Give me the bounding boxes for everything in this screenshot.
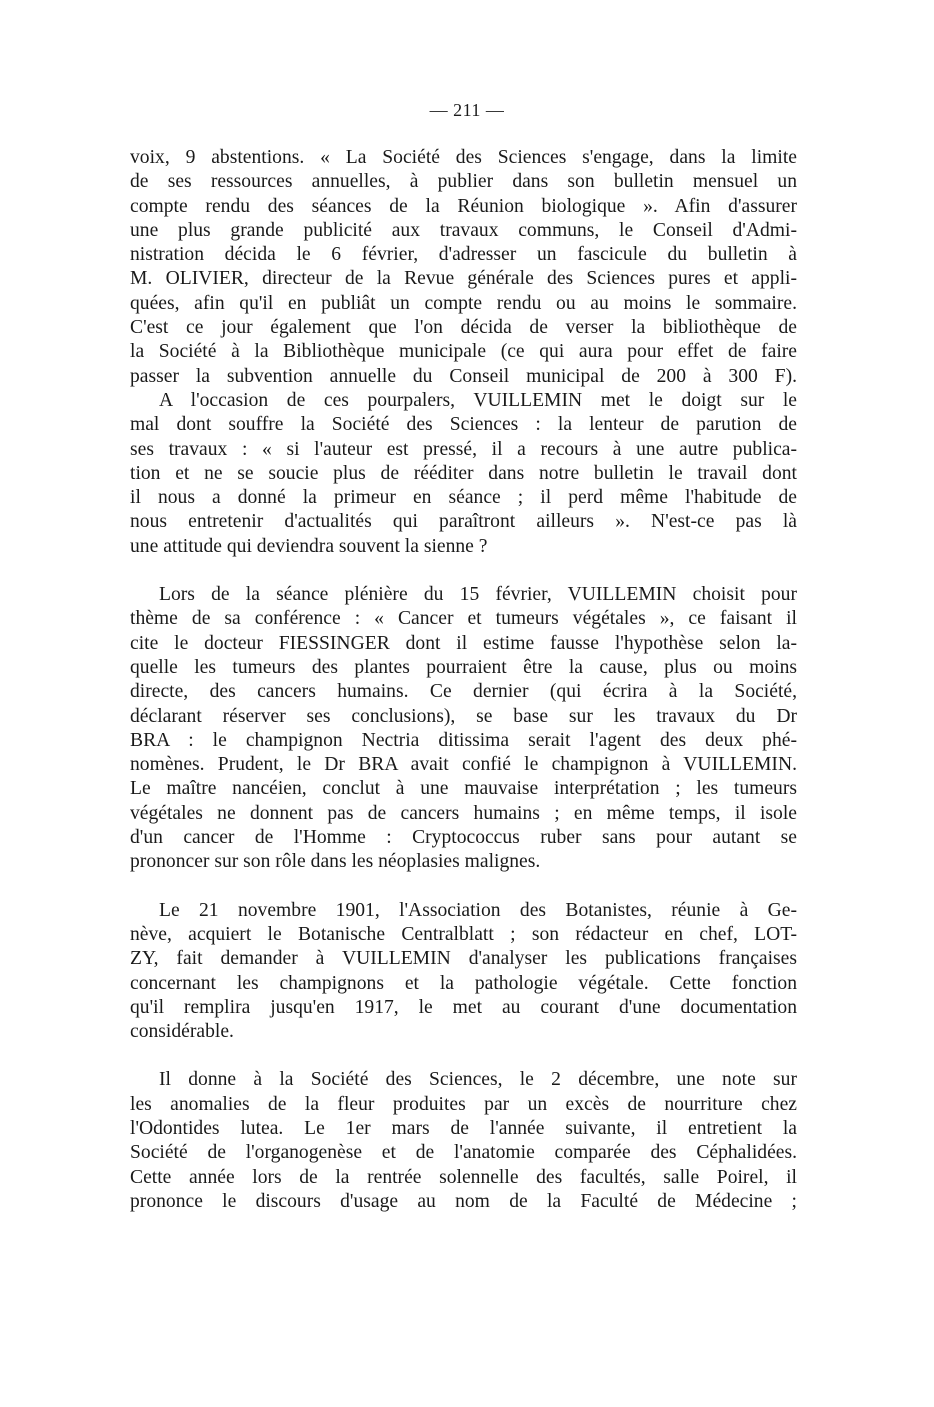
- text-line: une plus grande publicité aux travaux communs, le Conseil d'Admi-: [130, 219, 797, 241]
- text-line: mal dont souffre la Société des Sciences : la lenteur de parution de: [130, 414, 797, 436]
- text-line: quelle les tumeurs des plantes pourraient être la cause, plus ou moins: [130, 656, 797, 678]
- paragraph-5: [130, 1068, 797, 1214]
- text-line: considérable.: [130, 1021, 234, 1043]
- text-line: nève, acquiert le Botanische Centralblatt ; son rédacteur en chef, LOT-: [130, 923, 797, 945]
- text-line: l'Odontides lutea. Le 1er mars de l'année suivante, il entretient la: [130, 1117, 797, 1139]
- text-line: d'un cancer de l'Homme : Cryptococcus ruber sans pour autant se: [130, 827, 797, 849]
- text-line: il nous a donné la primeur en séance ; il perd même l'habitude de: [130, 487, 797, 509]
- text-line: voix, 9 abstentions. « La Société des Sciences s'engage, dans la limite: [130, 147, 797, 168]
- text-line: nomènes. Prudent, le Dr BRA avait confié le champignon à VUILLEMIN.: [130, 754, 797, 776]
- text-line: qu'il remplira jusqu'en 1917, le met au courant d'une documentation: [130, 996, 797, 1018]
- text-line: nistration décida le 6 février, d'adresser un fascicule du bulletin à: [130, 244, 797, 266]
- text-line: concernant les champignons et la pathologie végétale. Cette fonction: [130, 972, 797, 994]
- paragraph-1: [130, 146, 797, 389]
- text-line: thème de sa conférence : « Cancer et tumeurs végétales », ce faisant il: [130, 608, 797, 630]
- paragraph-4: [130, 899, 797, 1045]
- text-line: passer la subvention annuelle du Conseil municipal de 200 à 300 F).: [130, 365, 797, 387]
- text-line: ses travaux : « si l'auteur est pressé, il a recours à une autre publica-: [130, 438, 797, 460]
- text-line: M. OLIVIER, directeur de la Revue générale des Sciences pures et appli-: [130, 268, 797, 290]
- text-line: BRA : le champignon Nectria ditissima serait l'agent des deux phé-: [130, 729, 797, 751]
- text-line: prononcer sur son rôle dans les néoplasies malignes.: [130, 851, 541, 873]
- text-line: quées, afin qu'il en publiât un compte rendu ou au moins le sommaire.: [130, 292, 797, 314]
- text-line: prononce le discours d'usage au nom de la Faculté de Médecine ;: [130, 1190, 797, 1212]
- text-line: ZY, fait demander à VUILLEMIN d'analyser les publications françaises: [130, 948, 797, 970]
- text-line: les anomalies de la fleur produites par un excès de nourriture chez: [130, 1093, 797, 1115]
- text-line: Société de l'organogenèse et de l'anatomie comparée des Céphalidées.: [130, 1142, 797, 1164]
- text-line: nous entretenir d'actualités qui paraîtront ailleurs ». N'est-ce pas là: [130, 511, 797, 533]
- text-line: déclarant réserver ses conclusions), se base sur les travaux du Dr: [130, 705, 797, 727]
- paragraph-3: [130, 583, 797, 875]
- text-line: C'est ce jour également que l'on décida de verser la bibliothèque de: [130, 317, 797, 339]
- text-line: une attitude qui deviendra souvent la sienne ?: [130, 535, 488, 557]
- text-line: compte rendu des séances de la Réunion biologique ». Afin d'assurer: [130, 195, 797, 217]
- text-line: Le maître nancéien, conclut à une mauvaise interprétation ; les tumeurs: [130, 778, 797, 800]
- text-line: cite le docteur FIESSINGER dont il estime fausse l'hypothèse selon la-: [130, 632, 797, 654]
- text-line: Le 21 novembre 1901, l'Association des Botanistes, réunie à Ge-: [159, 899, 797, 921]
- text-line: directe, des cancers humains. Ce dernier (qui écrira à la Société,: [130, 681, 797, 703]
- text-line: tion et ne se soucie plus de rééditer dans notre bulletin le travail dont: [130, 462, 797, 484]
- text-line: Cette année lors de la rentrée solennelle des facultés, salle Poirel, il: [130, 1166, 797, 1188]
- text-line: de ses ressources annuelles, à publier dans son bulletin mensuel un: [130, 171, 797, 193]
- text-line: Il donne à la Société des Sciences, le 2 décembre, une note sur: [159, 1069, 797, 1091]
- paragraph-2: [130, 389, 797, 559]
- text-line: végétales ne donnent pas de cancers humains ; en même temps, il isole: [130, 802, 797, 824]
- text-line: Lors de la séance plénière du 15 février, VUILLEMIN choisit pour: [159, 584, 797, 606]
- body-text: [130, 146, 797, 1214]
- text-line: la Société à la Bibliothèque municipale (ce qui aura pour effet de faire: [130, 341, 797, 363]
- text-line: A l'occasion de ces pourpalers, VUILLEMIN met le doigt sur le: [159, 389, 797, 411]
- page-number: — 211 —: [429, 100, 505, 120]
